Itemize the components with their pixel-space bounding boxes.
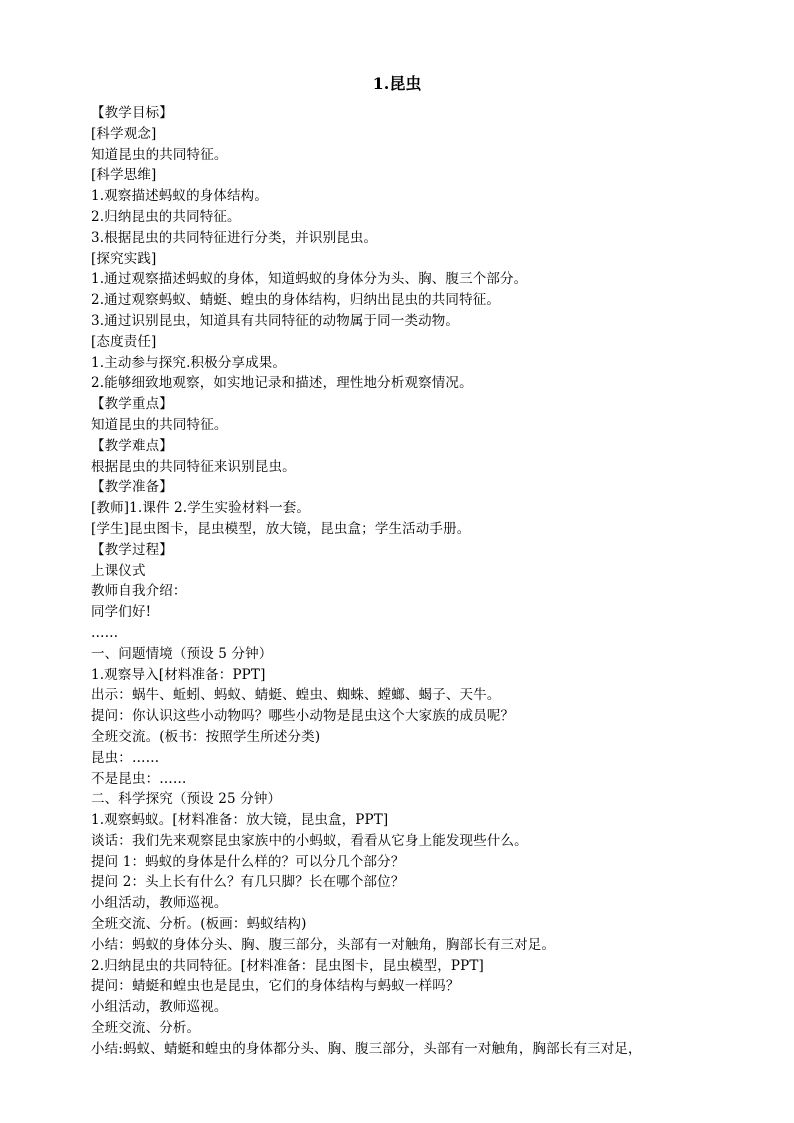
text-line: 1.观察蚂蚁。[材料准备：放大镜，昆虫盒，PPT] (91, 812, 389, 829)
text-line: 【教学难点】 (91, 437, 173, 454)
text-line: 全班交流。(板书：按照学生所述分类) (91, 728, 321, 745)
text-line: 2.归纳昆虫的共同特征。[材料准备：昆虫图卡，昆虫模型，PPT] (91, 957, 484, 974)
text-line: 【教学准备】 (91, 479, 173, 496)
text-line: 同学们好! (91, 604, 152, 621)
text-line: 1.通过观察描述蚂蚁的身体，知道蚂蚁的身体分为头、胸、腹三个部分。 (91, 271, 528, 288)
text-line: 昆虫：…… (91, 749, 160, 766)
document-title: 1.昆虫 (372, 74, 422, 93)
text-line: 3.通过识别昆虫，知道具有共同特征的动物属于同一类动物。 (91, 312, 460, 329)
text-line: [科学观念] (91, 125, 157, 142)
text-line: 【教学目标】 (91, 105, 173, 121)
text-line: 知道昆虫的共同特征。 (91, 146, 228, 163)
text-line: 2.能够细致地观察，如实地记录和描述，理性地分析观察情况。 (91, 375, 473, 392)
text-line: 小结：蚂蚁的身体分头、胸、腹三部分，头部有一对触角，胸部长有三对足。 (91, 936, 556, 953)
text-line: 提问 2：头上长有什么？有几只脚？长在哪个部位？ (91, 874, 405, 891)
text-line: [科学思维] (91, 167, 157, 184)
text-line: …… (91, 624, 119, 641)
text-line: 全班交流、分析。(板画：蚂蚁结构) (91, 916, 307, 933)
text-line: 小组活动，教师巡视。 (91, 895, 228, 912)
text-line: [学生]昆虫图卡，昆虫模型，放大镜，昆虫盒；学生活动手册。 (91, 520, 471, 537)
text-line: 1.观察导入[材料准备：PPT] (91, 666, 266, 683)
text-line: 全班交流、分析。 (91, 1020, 201, 1037)
text-line: 教师自我介绍： (91, 583, 187, 600)
text-line: 2.归纳昆虫的共同特征。 (91, 208, 241, 225)
text-line: 提问 1：蚂蚁的身体是什么样的？可以分几个部分？ (91, 853, 405, 870)
text-line: 谈话：我们先来观察昆虫家族中的小蚂蚁，看看从它身上能发现些什么。 (91, 832, 528, 849)
text-line: 2.通过观察蚂蚁、蜻蜓、蝗虫的身体结构，归纳出昆虫的共同特征。 (91, 292, 501, 309)
text-line: 知道昆虫的共同特征。 (91, 416, 228, 433)
text-line: 1.观察描述蚂蚁的身体结构。 (91, 188, 268, 205)
text-line: 3.根据昆虫的共同特征进行分类，并识别昆虫。 (91, 229, 378, 246)
text-line: 【教学重点】 (91, 396, 173, 413)
text-line: 一、问题情境（预设 5 分钟） (91, 645, 273, 662)
text-line: 【教学过程】 (91, 541, 173, 558)
text-line: 上课仪式 (91, 562, 146, 579)
document-body (91, 103, 751, 1060)
text-line: 小组活动，教师巡视。 (91, 999, 228, 1016)
text-line: 不是昆虫：…… (91, 770, 187, 787)
text-line: 提问：你认识这些小动物吗？哪些小动物是昆虫这个大家族的成员呢？ (91, 708, 515, 725)
text-line: [教师]1.课件 2.学生实验材料一套。 (91, 500, 311, 517)
text-line: [态度责任] (91, 333, 157, 350)
text-line: 提问：蜻蜓和蝗虫也是昆虫，它们的身体结构与蚂蚁一样吗？ (91, 978, 460, 995)
text-line: 根据昆虫的共同特征来识别昆虫。 (91, 458, 296, 475)
text-line: 出示：蜗牛、蚯蚓、蚂蚁、蜻蜓、蝗虫、蜘蛛、螳螂、蝎子、天牛。 (91, 687, 501, 704)
text-line: 小结:蚂蚁、蜻蜓和蝗虫的身体都分头、胸、腹三部分，头部有一对触角，胸部长有三对足， (91, 1040, 642, 1057)
text-line: 二、科学探究（预设 25 分钟） (91, 791, 282, 808)
text-line: [探究实践] (91, 250, 157, 267)
text-line: 1.主动参与探究.积极分享成果。 (91, 354, 287, 371)
